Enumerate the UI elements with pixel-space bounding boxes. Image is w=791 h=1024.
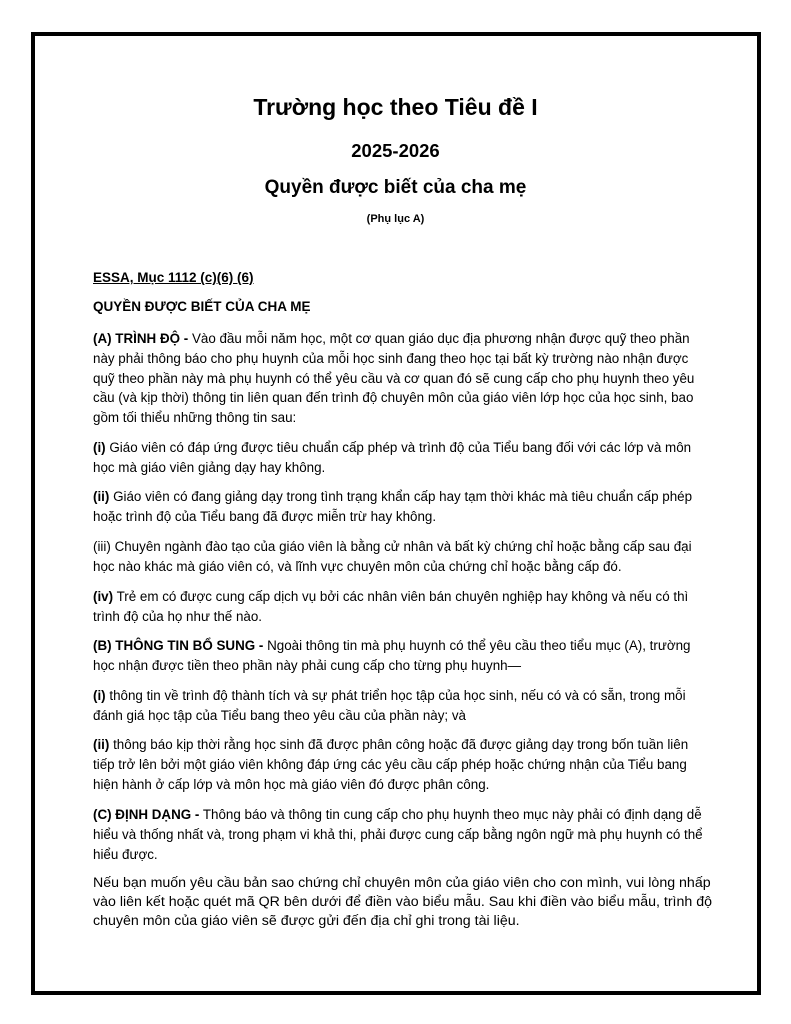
paragraph-text: Trẻ em có được cung cấp dịch vụ bởi các nhân viên bán chuyên nghiệp hay không và nếu có thì trình độ của họ như thế nào. xyxy=(93,589,689,624)
paragraph-label: (ii) xyxy=(93,737,110,752)
appendix-label: (Phụ lục A) xyxy=(366,213,425,225)
paragraph-a-iii xyxy=(93,537,705,577)
paragraph-label: (ii) xyxy=(93,489,110,504)
paragraph-text: thông báo kịp thời rằng học sinh đã được phân công hoặc đã được giảng dạy trong bốn tuần liên tiếp trở lên bởi một giáo viên không đáp ứng các yêu cầu cấp phép hoặc chứng nhận của Tiểu bang hiện hành ở cấp lớp và môn học mà giáo viên đó được phân công. xyxy=(93,737,689,792)
paragraph-c-format xyxy=(93,805,705,864)
paragraph-b-additional-info xyxy=(93,636,705,676)
request-note: Nếu bạn muốn yêu cầu bản sao chứng chỉ chuyên môn của giáo viên cho con mình, vui lòng nhấp vào liên kết hoặc quét mã QR bên dưới để điền vào biểu mẫu. Sau khi điền vào biểu mẫu, trình độ chuyên môn của giáo viên sẽ được gửi đến địa chỉ ghi trong tài liệu. xyxy=(93,875,712,929)
paragraph-a-qualifications xyxy=(93,329,705,428)
law-reference: ESSA, Mục 1112 (c)(6) (6) xyxy=(93,270,254,285)
paragraph-text: Thông báo và thông tin cung cấp cho phụ huynh theo mục này phải có định dạng dễ hiểu và thống nhất và, trong phạm vi khả thi, phải được cung cấp bằng ngôn ngữ mà phụ huynh có thể hiểu được. xyxy=(93,807,703,862)
paragraph-label: (A) TRÌNH ĐỘ - xyxy=(93,331,189,346)
paragraph-text: Ngoài thông tin mà phụ huynh có thể yêu cầu theo tiểu mục (A), trường học nhận được tiền theo phần này phải cung cấp cho từng phụ huynh— xyxy=(93,638,691,673)
paragraph-label: (i) xyxy=(93,440,106,455)
paragraph-text: Giáo viên có đang giảng dạy trong tình trạng khẩn cấp hay tạm thời khác mà tiêu chuẩn cấp phép hoặc trình độ của Tiểu bang đã được miễn trừ hay không. xyxy=(93,489,693,524)
paragraph-a-ii xyxy=(93,487,705,527)
paragraph-b-i xyxy=(93,686,705,726)
paragraph-label: (iv) xyxy=(93,589,114,604)
paragraph-a-i xyxy=(93,438,705,478)
paragraph-text: thông tin về trình độ thành tích và sự phát triển học tập của học sinh, nếu có và có sẵn, trong mỗi đánh giá học tập của Tiểu bang theo yêu cầu của phần này; và xyxy=(93,688,686,723)
page-subtitle: Quyền được biết của cha mẹ xyxy=(264,177,527,198)
paragraph-label: (i) xyxy=(93,688,106,703)
paragraph-a-iv xyxy=(93,587,705,627)
paragraph-b-ii xyxy=(93,735,705,794)
paragraph-label: (B) THÔNG TIN BỔ SUNG - xyxy=(93,638,264,653)
paragraph-text: Vào đầu mỗi năm học, một cơ quan giáo dục địa phương nhận được quỹ theo phần này phải thông báo cho phụ huynh của mỗi học sinh đang theo học tại bất kỳ trường nào nhận được quỹ theo phần này mà phụ huynh có thể yêu cầu và cơ quan đó sẽ cung cấp cho phụ huynh theo yêu cầu (và kịp thời) thông tin liên quan đến trình độ chuyên môn của giáo viên lớp học của học sinh, bao gồm tối thiểu những thông tin sau: xyxy=(93,331,695,426)
section-heading: QUYỀN ĐƯỢC BIẾT CỦA CHA MẸ xyxy=(93,299,311,314)
paragraph-text: Giáo viên có đáp ứng được tiêu chuẩn cấp phép và trình độ của Tiểu bang đối với các lớp và môn học mà giáo viên giảng dạy hay không. xyxy=(93,440,692,475)
page-title: Trường học theo Tiêu đề I xyxy=(253,94,538,120)
paragraph-label: (C) ĐỊNH DẠNG - xyxy=(93,807,200,822)
paragraph-text: (iii) Chuyên ngành đào tạo của giáo viên là bằng cử nhân và bất kỳ chứng chỉ hoặc bằng cấp sau đại học nào khác mà giáo viên có, và lĩnh vực chuyên môn của chứng chỉ hoặc bằng cấp đó. xyxy=(93,539,692,574)
school-year: 2025-2026 xyxy=(351,140,440,161)
